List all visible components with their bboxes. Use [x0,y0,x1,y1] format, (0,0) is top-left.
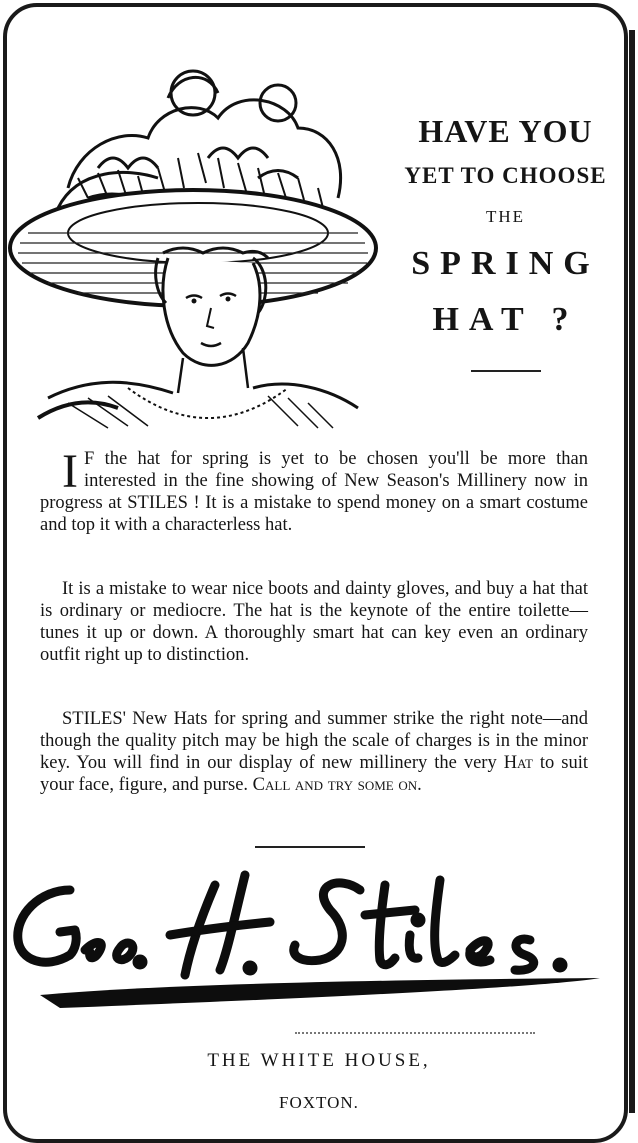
address-line-1: THE WHITE HOUSE, [207,1050,431,1071]
headline-line-4: SPRING [411,245,600,282]
body-paragraph-2: It is a mistake to wear nice boots and dainty gloves, and buy a hat that is ordinary or mediocre. The hat is the keynote of the entire toilette—tunes it up or down. A thoroughly smart hat can key even an ordinary outfit right up to distinction. [40,579,588,665]
drop-cap: I [62,445,78,498]
signature-geo-h-stiles [0,860,638,1020]
headline-line-5: HAT ? [432,301,579,338]
faint-print-mark [295,1032,535,1040]
body-paragraph-1 [40,445,588,536]
body-paragraph-3 [40,708,588,796]
paragraph-3-text-b: to suit your face, figure, and purse. [40,753,588,795]
woman-in-spring-hat-illustration [8,58,378,438]
headline-divider [471,370,541,372]
paragraph-3-call: Call and try some on. [252,775,422,795]
paragraph-3-hat: Hat [503,753,533,773]
headline-line-1: HAVE YOU [418,113,593,149]
headline-line-2: YET TO CHOOSE [404,163,607,188]
paragraph-1-text: F the hat for spring is yet to be chosen you'll be more than interested in the fine showing of New Season's Millinery now in progress at STILES ! It is a mistake to spend money on a smart costume and top it with a characterless hat. [40,449,588,535]
headline [378,112,633,372]
paragraph-3-text-a: STILES' New Hats for spring and summer strike the right note—and though the quality pitch may be high the scale of charges is in the minor key. You will find in our display of new millinery the very [40,709,588,773]
address-line-2: FOXTON. [279,1093,359,1112]
headline-line-3: THE [485,207,526,226]
section-divider [255,846,365,848]
